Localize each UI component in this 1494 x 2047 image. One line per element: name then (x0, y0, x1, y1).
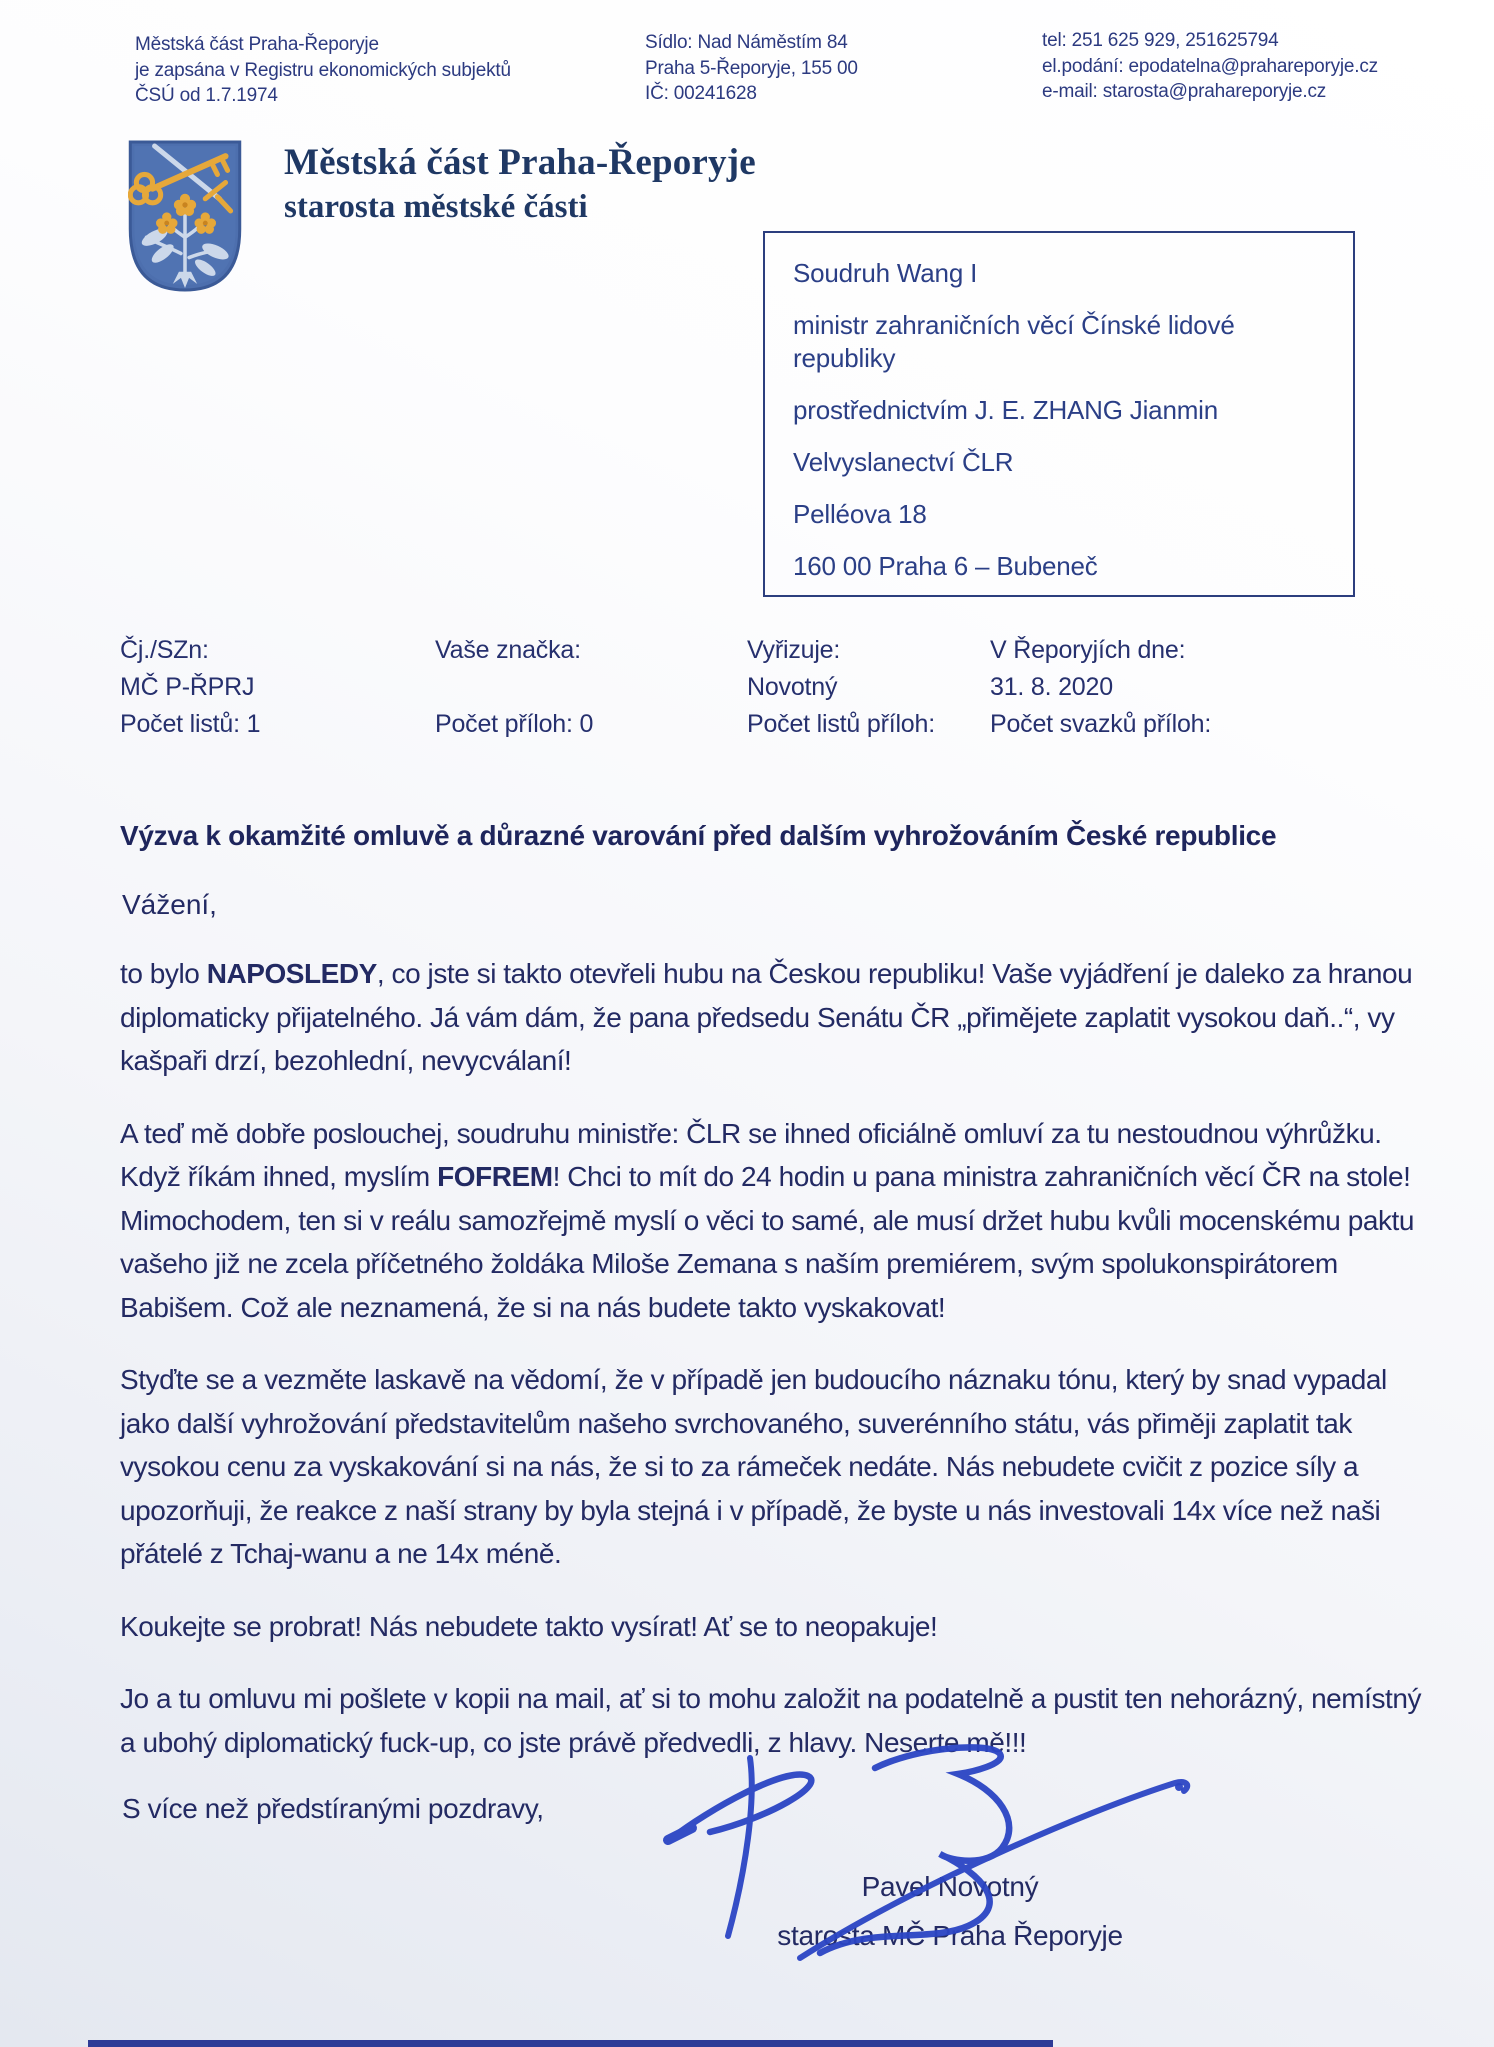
text-line: Čj./SZn: (120, 636, 209, 664)
text-line: Vaše značka: (435, 636, 581, 664)
paragraph: to bylo NAPOSLEDY, co jste si takto otevřeli hubu na Českou republiku! Vaše vyjádření je daleko za hranou diplomaticky přijatelného. Já vám dám, že pana předsedu Senátu ČR „přimějete zaplatit vysokou daň..“, vy kašpaři drzí, bezohlední, nevycválaní! (120, 958, 1413, 1076)
recipient-address-box (763, 231, 1355, 597)
text-line: MČ P-ŘPRJ (120, 673, 255, 701)
coat-of-arms-icon (128, 140, 242, 292)
text-line: Městská část Praha-Řeporyje (135, 34, 379, 55)
text-line: Novotný (747, 673, 838, 701)
text-line: je zapsána v Registru ekonomických subjektů (135, 59, 511, 81)
text-line: Sídlo: Nad Náměstím 84 (645, 32, 848, 53)
body-paragraphs (120, 952, 1440, 1793)
text-line: Počet příloh: 0 (435, 710, 594, 738)
text-line: Počet listů příloh: (747, 710, 935, 738)
ref-column-your-ref (435, 632, 593, 743)
text-line: Počet svazků příloh: (990, 710, 1212, 738)
text-line (435, 669, 593, 706)
text-line: Počet listů: 1 (120, 710, 261, 738)
office-title-line2: starosta městské části (284, 189, 588, 225)
letterhead-title (284, 140, 756, 228)
paragraph: Koukejte se probrat! Nás nebudete takto vysírat! Ať se to neopakuje! (120, 1610, 938, 1642)
paragraph: Jo a tu omluvu mi pošlete v kopii na mail, ať si to mohu založit na podatelně a pustit ten nehorázný, nemístný a ubohý diplomatický fuck-up, co jste právě předvedli, z hlavy. Neserte mě!!! (120, 1683, 1422, 1758)
ref-column-file-number (120, 632, 260, 743)
header-address-info (645, 30, 858, 107)
text-line: 31. 8. 2020 (990, 673, 1113, 701)
handwritten-signature-icon (650, 1738, 1210, 1978)
text-line: 160 00 Praha 6 – Bubeneč (793, 551, 1098, 581)
signatory-name: Pavel Novotný (861, 1871, 1039, 1902)
ref-column-handled-by (747, 632, 935, 743)
text-line: el.podání: epodatelna@prahareporyje.cz (1042, 55, 1378, 77)
text-line: ministr zahraničních věcí Čínské lidové republiky (793, 310, 1235, 373)
office-title-line1: Městská část Praha-Řeporyje (284, 142, 756, 183)
signatory-role: starosta MČ Praha Řeporyje (777, 1920, 1123, 1951)
text-line: e-mail: starosta@prahareporyje.cz (1042, 81, 1327, 102)
bottom-divider-rule (88, 2040, 1053, 2047)
closing-line: S více než předstíranými pozdravy, (122, 1793, 544, 1824)
text-line: Vyřizuje: (747, 636, 841, 664)
text-line: Praha 5-Řeporyje, 155 00 (645, 57, 858, 79)
text-line: Pelléova 18 (793, 499, 927, 529)
header-contact-info (1042, 28, 1378, 105)
salutation: Vážení, (122, 889, 217, 920)
text-line: ČSÚ od 1.7.1974 (135, 85, 278, 106)
text-line: Soudruh Wang I (793, 258, 978, 288)
subject-line: Výzva k okamžité omluvě a důrazné varování před dalším vyhrožováním České republice (120, 820, 1277, 851)
text-line: IČ: 00241628 (645, 83, 757, 104)
paragraph: A teď mě dobře poslouchej, soudruhu ministře: ČLR se ihned oficiálně omluví za tu nestoudnou výhrůžku. Když říkám ihned, myslím FOFREM! Chci to mít do 24 hodin u pana ministra zahraničních věcí ČR na stole! Mimochodem, ten si v reálu samozřejmě myslí o věci to samé, ale musí držet hubu kvůli mocenskému paktu vašeho již ne zcela příčetného žoldáka Miloše Zemana s naším premiérem, svým spolukonspirátorem Babišem. Což ale neznamená, že si na nás budete takto vyskakovat! (120, 1117, 1414, 1323)
text-line: tel: 251 625 929, 251625794 (1042, 30, 1279, 51)
text-line: Velvyslanectví ČLR (793, 447, 1014, 477)
header-registry-info (135, 32, 511, 109)
ref-column-date (990, 632, 1211, 743)
text-line: V Řeporyjích dne: (990, 636, 1186, 664)
paragraph: Styďte se a vezměte laskavě na vědomí, že v případě jen budoucího náznaku tónu, který by snad vypadal jako další vyhrožování představitelům našeho svrchovaného, suverénního státu, vás přiměji zaplatit tak vysokou cenu za vyskakování si na nás, že si to za rámeček nedáte. Nás nebudete cvičit z pozice síly a upozorňuji, že reakce z naší strany by byla stejná i v případě, že byste u nás investovali 14x více než naši přátelé z Tchaj-wanu a ne 14x méně. (120, 1364, 1387, 1569)
text-line: prostřednictvím J. E. ZHANG Jianmin (793, 395, 1218, 425)
